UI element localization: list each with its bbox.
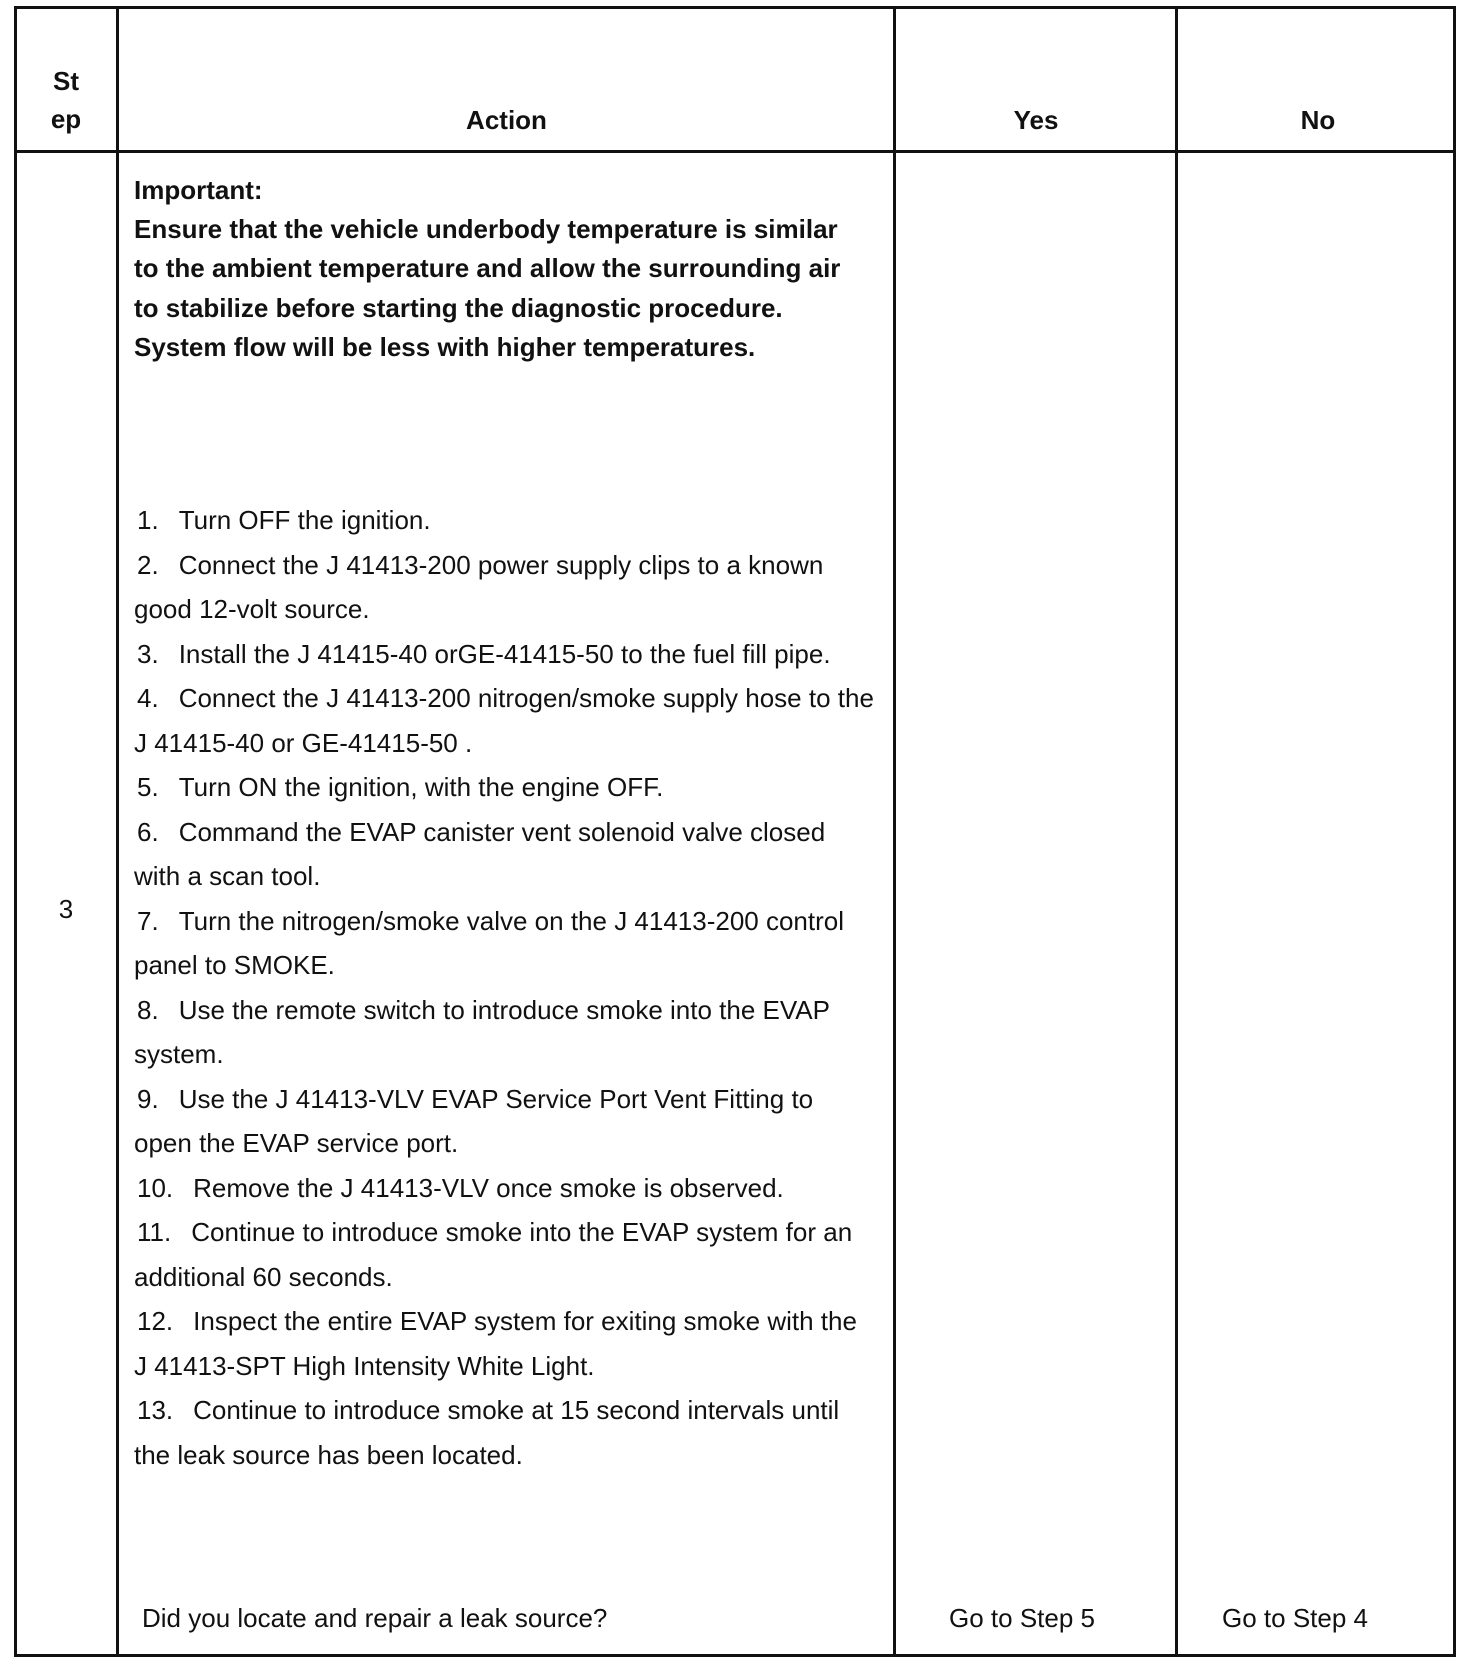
procedure-step — [134, 676, 874, 765]
step-item-number: 1. — [137, 505, 159, 535]
step-item-text: Inspect the entire EVAP system for exiting smoke with the J 41413-SPT High Intensity White Light. — [134, 1306, 857, 1381]
step-item-number: 9. — [137, 1083, 159, 1114]
yes-column-header: Yes — [1013, 105, 1059, 135]
table-right-border — [1453, 6, 1456, 1657]
procedure-step — [134, 1077, 874, 1166]
procedure-step — [134, 543, 874, 632]
step-item-text: Turn the nitrogen/smoke valve on the J 41413-200 control panel to SMOKE. — [134, 905, 845, 980]
procedure-step — [134, 1299, 874, 1388]
step-item-number: 11. — [137, 1217, 172, 1247]
procedure-step — [134, 1166, 874, 1211]
procedure-step — [134, 632, 874, 677]
yes-result: Go to Step 5 — [949, 1603, 1095, 1633]
step-item-text: Connect the J 41413-200 nitrogen/smoke supply hose to the J 41415-40 or GE-41415-50 . — [134, 683, 874, 758]
step-item-text: Command the EVAP canister vent solenoid valve closed with a scan tool. — [134, 816, 826, 891]
procedure-step — [134, 1210, 874, 1299]
step-item-number: 5. — [137, 772, 159, 802]
procedure-step — [134, 765, 874, 810]
step-item-text: Install the J 41415-40 orGE-41415-50 to the fuel fill pipe. — [178, 638, 831, 669]
step-item-text: Turn OFF the ignition. — [178, 505, 431, 535]
action-column-divider — [893, 6, 896, 1657]
important-note — [134, 171, 854, 367]
diagnostic-table — [14, 6, 1456, 1657]
table-bottom-border — [14, 1654, 1456, 1657]
step-item-number: 3. — [137, 638, 159, 669]
procedure-step — [134, 1388, 874, 1477]
yes-column-divider — [1175, 6, 1178, 1657]
no-result: Go to Step 4 — [1222, 1603, 1368, 1633]
table-left-border — [14, 6, 17, 1657]
step-column-divider — [116, 6, 119, 1657]
step-item-number: 4. — [137, 683, 159, 713]
step-item-text: Use the J 41413-VLV EVAP Service Port Vent Fitting to open the EVAP service port. — [134, 1083, 814, 1158]
step-item-text: Continue to introduce smoke at 15 second intervals until the leak source has been located. — [134, 1395, 840, 1470]
step-number: 3 — [58, 894, 74, 924]
important-text: Ensure that the vehicle underbody temperature is similar to the ambient temperature and allow the surrounding air to stabilize before starting the diagnostic procedure. System flow will be less with higher temperatures. — [134, 214, 841, 362]
procedure-step — [134, 899, 874, 988]
step-item-text: Connect the J 41413-200 power supply clips to a known good 12-volt source. — [134, 549, 824, 624]
step-item-text: Remove the J 41413-VLV once smoke is observed. — [193, 1172, 784, 1203]
step-item-text: Continue to introduce smoke into the EVAP system for an additional 60 seconds. — [134, 1217, 853, 1292]
step-item-text: Use the remote switch to introduce smoke into the EVAP system. — [134, 994, 830, 1069]
procedure-steps — [134, 498, 874, 1477]
step-column-header: St ep — [50, 66, 82, 134]
step-item-number: 8. — [137, 994, 159, 1025]
step-item-number: 13. — [137, 1395, 174, 1425]
step-item-number: 10. — [137, 1172, 174, 1203]
diagnostic-question: Did you locate and repair a leak source? — [142, 1603, 608, 1633]
important-label: Important: — [134, 175, 263, 205]
step-item-text: Turn ON the ignition, with the engine OFF. — [178, 772, 664, 802]
step-item-number: 6. — [137, 816, 159, 847]
step-item-number: 7. — [137, 905, 159, 936]
action-column-header: Action — [466, 105, 547, 135]
procedure-step — [134, 498, 874, 543]
no-column-header: No — [1300, 105, 1336, 135]
step-item-number: 2. — [137, 549, 159, 580]
table-top-border — [14, 6, 1456, 9]
step-item-number: 12. — [137, 1306, 174, 1336]
header-divider — [14, 150, 1456, 153]
procedure-step — [134, 810, 874, 899]
procedure-step — [134, 988, 874, 1077]
